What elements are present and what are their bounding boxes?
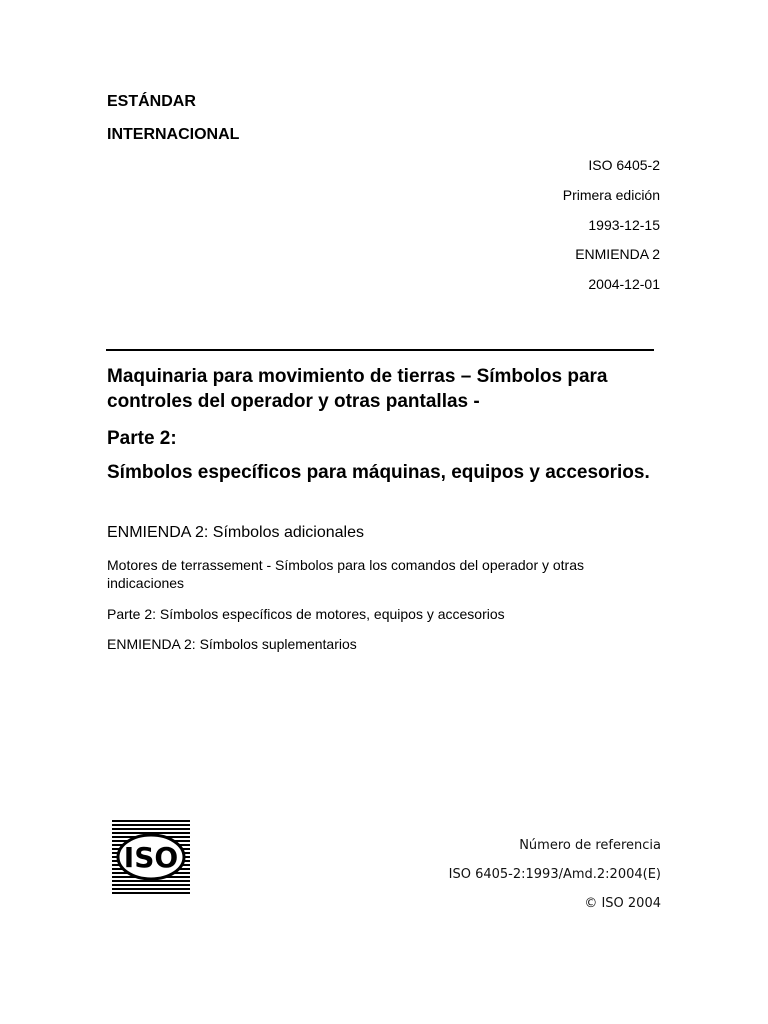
amendment-title: ENMIENDA 2: Símbolos adicionales (107, 524, 364, 541)
iso-number: ISO 6405-2 (588, 157, 660, 173)
reference-label: Número de referencia (519, 838, 661, 853)
iso-logo-icon (112, 820, 190, 894)
standard-type-line1: ESTÁNDAR (107, 93, 196, 110)
part-subtitle: Símbolos específicos para máquinas, equipos y accesorios. (107, 462, 650, 483)
reference-number: ISO 6405-2:1993/Amd.2:2004(E) (448, 867, 661, 882)
part-title: Parte 2: (107, 428, 177, 449)
iso-logo (112, 820, 190, 894)
iso-logo-text: ISO (123, 841, 179, 874)
copyright: © ISO 2004 (584, 896, 661, 911)
alt-title-main: Motores de terrassement - Símbolos para los comandos del operador y otras indicaciones (107, 557, 585, 591)
alt-title-part: Parte 2: Símbolos específicos de motores, equipos y accesorios (107, 606, 505, 622)
amendment-label: ENMIENDA 2 (575, 246, 660, 262)
title-divider (106, 349, 654, 351)
main-title: Maquinaria para movimiento de tierras – Símbolos para controles del operador y otras pantallas - (107, 366, 608, 412)
standard-type-line2: INTERNACIONAL (107, 126, 240, 143)
edition: Primera edición (562, 187, 660, 203)
alt-title-amendment: ENMIENDA 2: Símbolos suplementarios (107, 636, 357, 652)
edition-date: 1993-12-15 (588, 217, 660, 233)
amendment-date: 2004-12-01 (588, 276, 660, 292)
